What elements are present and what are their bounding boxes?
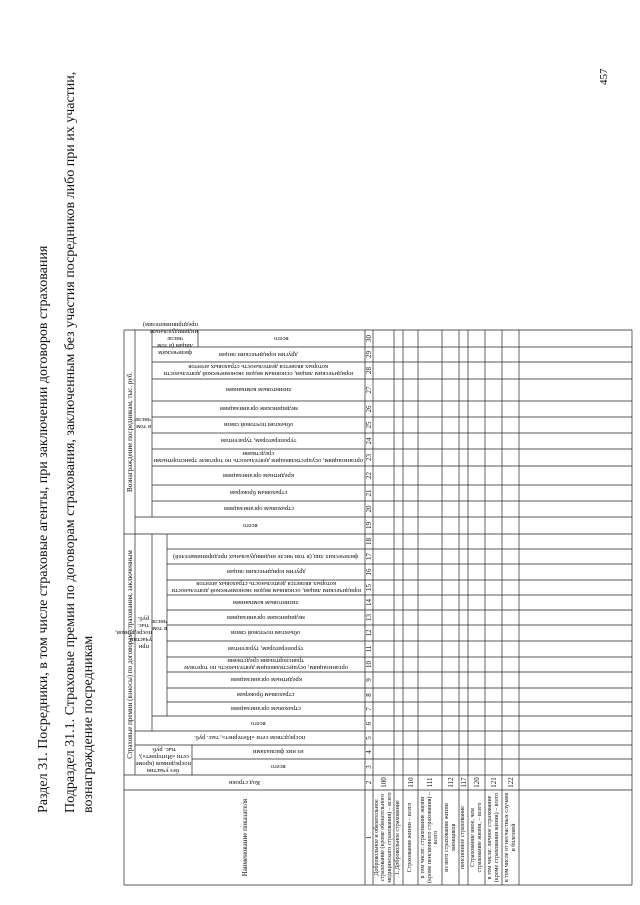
premium-type-3-text: кредитным организациям (230, 676, 302, 684)
premium-type-5 (167, 641, 365, 657)
column-number-20: 20 (365, 505, 373, 513)
remuneration-type-5-text: туроператорам, турагентам (220, 437, 297, 445)
column-number-3: 3 (365, 765, 373, 769)
column-number-29: 29 (365, 351, 373, 358)
column-number-23: 23 (365, 454, 373, 461)
premium-type-9 (167, 580, 365, 595)
column-number-1: 1 (365, 835, 373, 840)
remuneration-type-7-text: медицинским организациям (219, 405, 298, 413)
row-label-4: в том числе: страхование жизни (кроме пенсионного страхования) – всего (420, 792, 440, 883)
premium-type-3 (167, 672, 365, 688)
remuneration-type-10-text: другим юридическим лицам (219, 351, 298, 358)
without-intermediaries-header (135, 745, 192, 775)
row-label-9: в том числе от несчастных случаев и болезней (504, 792, 517, 883)
remuneration-type-3 (152, 466, 365, 485)
remuneration-type-8 (152, 379, 365, 401)
premium-type-8-text: лизинговым компаниям (233, 599, 299, 606)
remuneration-type-6 (152, 417, 365, 433)
remuneration-type-1 (152, 501, 365, 517)
column-number-12: 12 (365, 629, 373, 637)
premium-type-6-text: объектам почтовой связи (231, 629, 301, 637)
branches-header (192, 745, 365, 759)
row-label-5: из него страхование жизни заемщиков (444, 803, 457, 872)
column-number-2: 2 (365, 780, 373, 785)
column-number-22: 22 (365, 472, 373, 479)
remuneration-type-7 (152, 401, 365, 417)
column-number-6: 6 (365, 721, 373, 726)
premium-type-10-text: другим юридическим лицам (226, 568, 306, 576)
column-number-8: 8 (365, 693, 373, 697)
remuneration-type-8-text: лизинговым компаниям (225, 386, 292, 394)
row-label-6: пенсионное страхование (460, 806, 467, 869)
remuneration-including-header (135, 330, 152, 517)
row-code-9: 122 (506, 777, 515, 788)
remuneration-type-1-text: страховым организациям (223, 505, 294, 513)
premium-type-1-text: страховым организациям (231, 705, 301, 713)
indicator-header: Наименование показателя (240, 798, 249, 877)
column-number-21: 21 (365, 489, 373, 497)
column-number-7: 7 (365, 707, 373, 711)
row-code-5: 112 (446, 777, 455, 788)
row-code-4: 111 (426, 777, 434, 788)
row-code-2 (394, 775, 403, 790)
without-total-header (192, 759, 365, 775)
column-number-28: 28 (365, 367, 373, 374)
premium-type-9-text: юридическим лицам, основным видом экономической деятельности которых является деятельность страховых агентов (171, 580, 361, 595)
remuneration-individuals-header (142, 321, 198, 356)
remuneration-type-9 (152, 362, 365, 379)
remuneration-total-header-text: всего (242, 522, 258, 529)
remuneration-total-header (135, 517, 365, 534)
row-label-3: Страхование жизни – всего (407, 802, 414, 873)
row-label-8: в том числе: личное страхование (кроме страхования жизни) – всего (487, 792, 500, 883)
remuneration-type-9-text: юридическим лицам, основным видом экономической деятельности которых является деятельность страховых агентов (163, 363, 354, 378)
column-number-30: 30 (365, 335, 373, 342)
row-label-2: I. Добровольное страхование (395, 800, 402, 875)
premium-type-individuals (167, 549, 365, 564)
row-code-8: 121 (489, 777, 498, 788)
column-number-24: 24 (365, 437, 373, 445)
line-code-header (124, 775, 365, 790)
remuneration-type-2 (152, 485, 365, 501)
with-total-header-text: всего (251, 720, 266, 727)
remuneration-type-5 (152, 433, 365, 449)
remuneration-type-4-text: организациям, осуществляющим деятельность по торговле транспортными средствами (153, 450, 364, 465)
row-label-1: Добровольное и обязательное страхование (кроме обязательного медицинского страхования) – всего (373, 792, 393, 883)
remuneration-individuals-header-text: физическим лицам (в том числе индивидуальным предпринимателям) (142, 321, 198, 356)
remuneration-including-header-text: в том числе (135, 416, 152, 431)
remuneration-type-3-text: кредитным организациям (223, 472, 294, 479)
column-number-11: 11 (365, 645, 373, 653)
remuneration-type-4 (152, 449, 365, 466)
without-total-header-text: всего (271, 763, 286, 771)
column-number-9: 9 (365, 678, 373, 682)
premium-type-4-text: организациям, осуществляющим деятельность по торговле транспортными средствами (183, 657, 349, 672)
column-number-16: 16 (365, 568, 373, 576)
remuneration-individuals-total-text: всего (274, 335, 289, 342)
section-title: Раздел 31. Посредники, в том числе страховые агенты, при заключении договоров страхования (36, 245, 51, 813)
row-label-7: Страхование иное, чем страхование жизни, – всего (470, 802, 483, 873)
premium-type-7 (167, 610, 365, 625)
premium-type-2-text: страховым брокерам (237, 691, 295, 699)
internet-header-text: посредством сети «Интернет», тыс. руб. (194, 734, 306, 742)
internet-header (135, 731, 365, 745)
premium-type-individuals-text: физических лиц (в том числе индивидуальных предпринимателей) (173, 553, 359, 560)
column-number-18: 18 (365, 538, 373, 545)
premium-type-5-text: туроператорам, турагентам (228, 645, 304, 653)
column-number-13: 13 (365, 614, 373, 621)
column-number-27: 27 (365, 386, 373, 394)
row-code-3: 110 (406, 777, 415, 788)
premium-type-2 (167, 688, 365, 702)
with-intermediaries-header-text: при участии посредников, тыс. руб. (115, 615, 152, 650)
column-number-19: 19 (365, 522, 373, 529)
subsection-title: Подраздел 31.1. Страховые премии по договорам страхования, заключенным без участия посредников либо при их участии, вознаграждение посредникам (63, 71, 96, 813)
row-code-7: 120 (472, 777, 481, 788)
remuneration-type-2-text: страховым брокерам (229, 489, 288, 497)
column-number-5: 5 (365, 736, 373, 740)
line-code-header-text: Код строки (229, 779, 260, 786)
premium-type-10 (167, 564, 365, 580)
with-including-header-text: в том числе (151, 618, 167, 632)
premium-type-4 (167, 657, 365, 672)
with-total-header (152, 716, 365, 731)
column-number-26: 26 (365, 405, 373, 413)
with-including-header (152, 534, 167, 716)
premium-type-7-text: медицинским организациям (227, 614, 305, 621)
column-number-14: 14 (365, 599, 373, 606)
premiums-group-header: Страховые премии (взносы) по договорам страхования, заключенным (125, 550, 134, 759)
premium-type-1 (167, 702, 365, 716)
column-number-4: 4 (365, 750, 373, 754)
page-number: 457 (598, 68, 610, 85)
remuneration-group-header: Вознаграждение посредникам, тыс. руб. (125, 371, 134, 493)
remuneration-type-6-text: объектам почтовой связи (223, 421, 294, 429)
row-code-1: 100 (379, 777, 388, 788)
column-number-25: 25 (365, 421, 373, 429)
row-code-6: 117 (459, 777, 468, 788)
column-number-10: 10 (365, 661, 373, 668)
without-intermediaries-header-text: без участия посредников (кроме сети «Интернет»), тыс. руб. (135, 746, 192, 774)
column-number-17: 17 (365, 553, 373, 560)
branches-header-text: из них филиалами (253, 748, 304, 756)
premium-type-6 (167, 625, 365, 641)
column-number-15: 15 (365, 584, 373, 591)
premium-type-8 (167, 595, 365, 610)
remuneration-individuals-total (198, 330, 365, 347)
